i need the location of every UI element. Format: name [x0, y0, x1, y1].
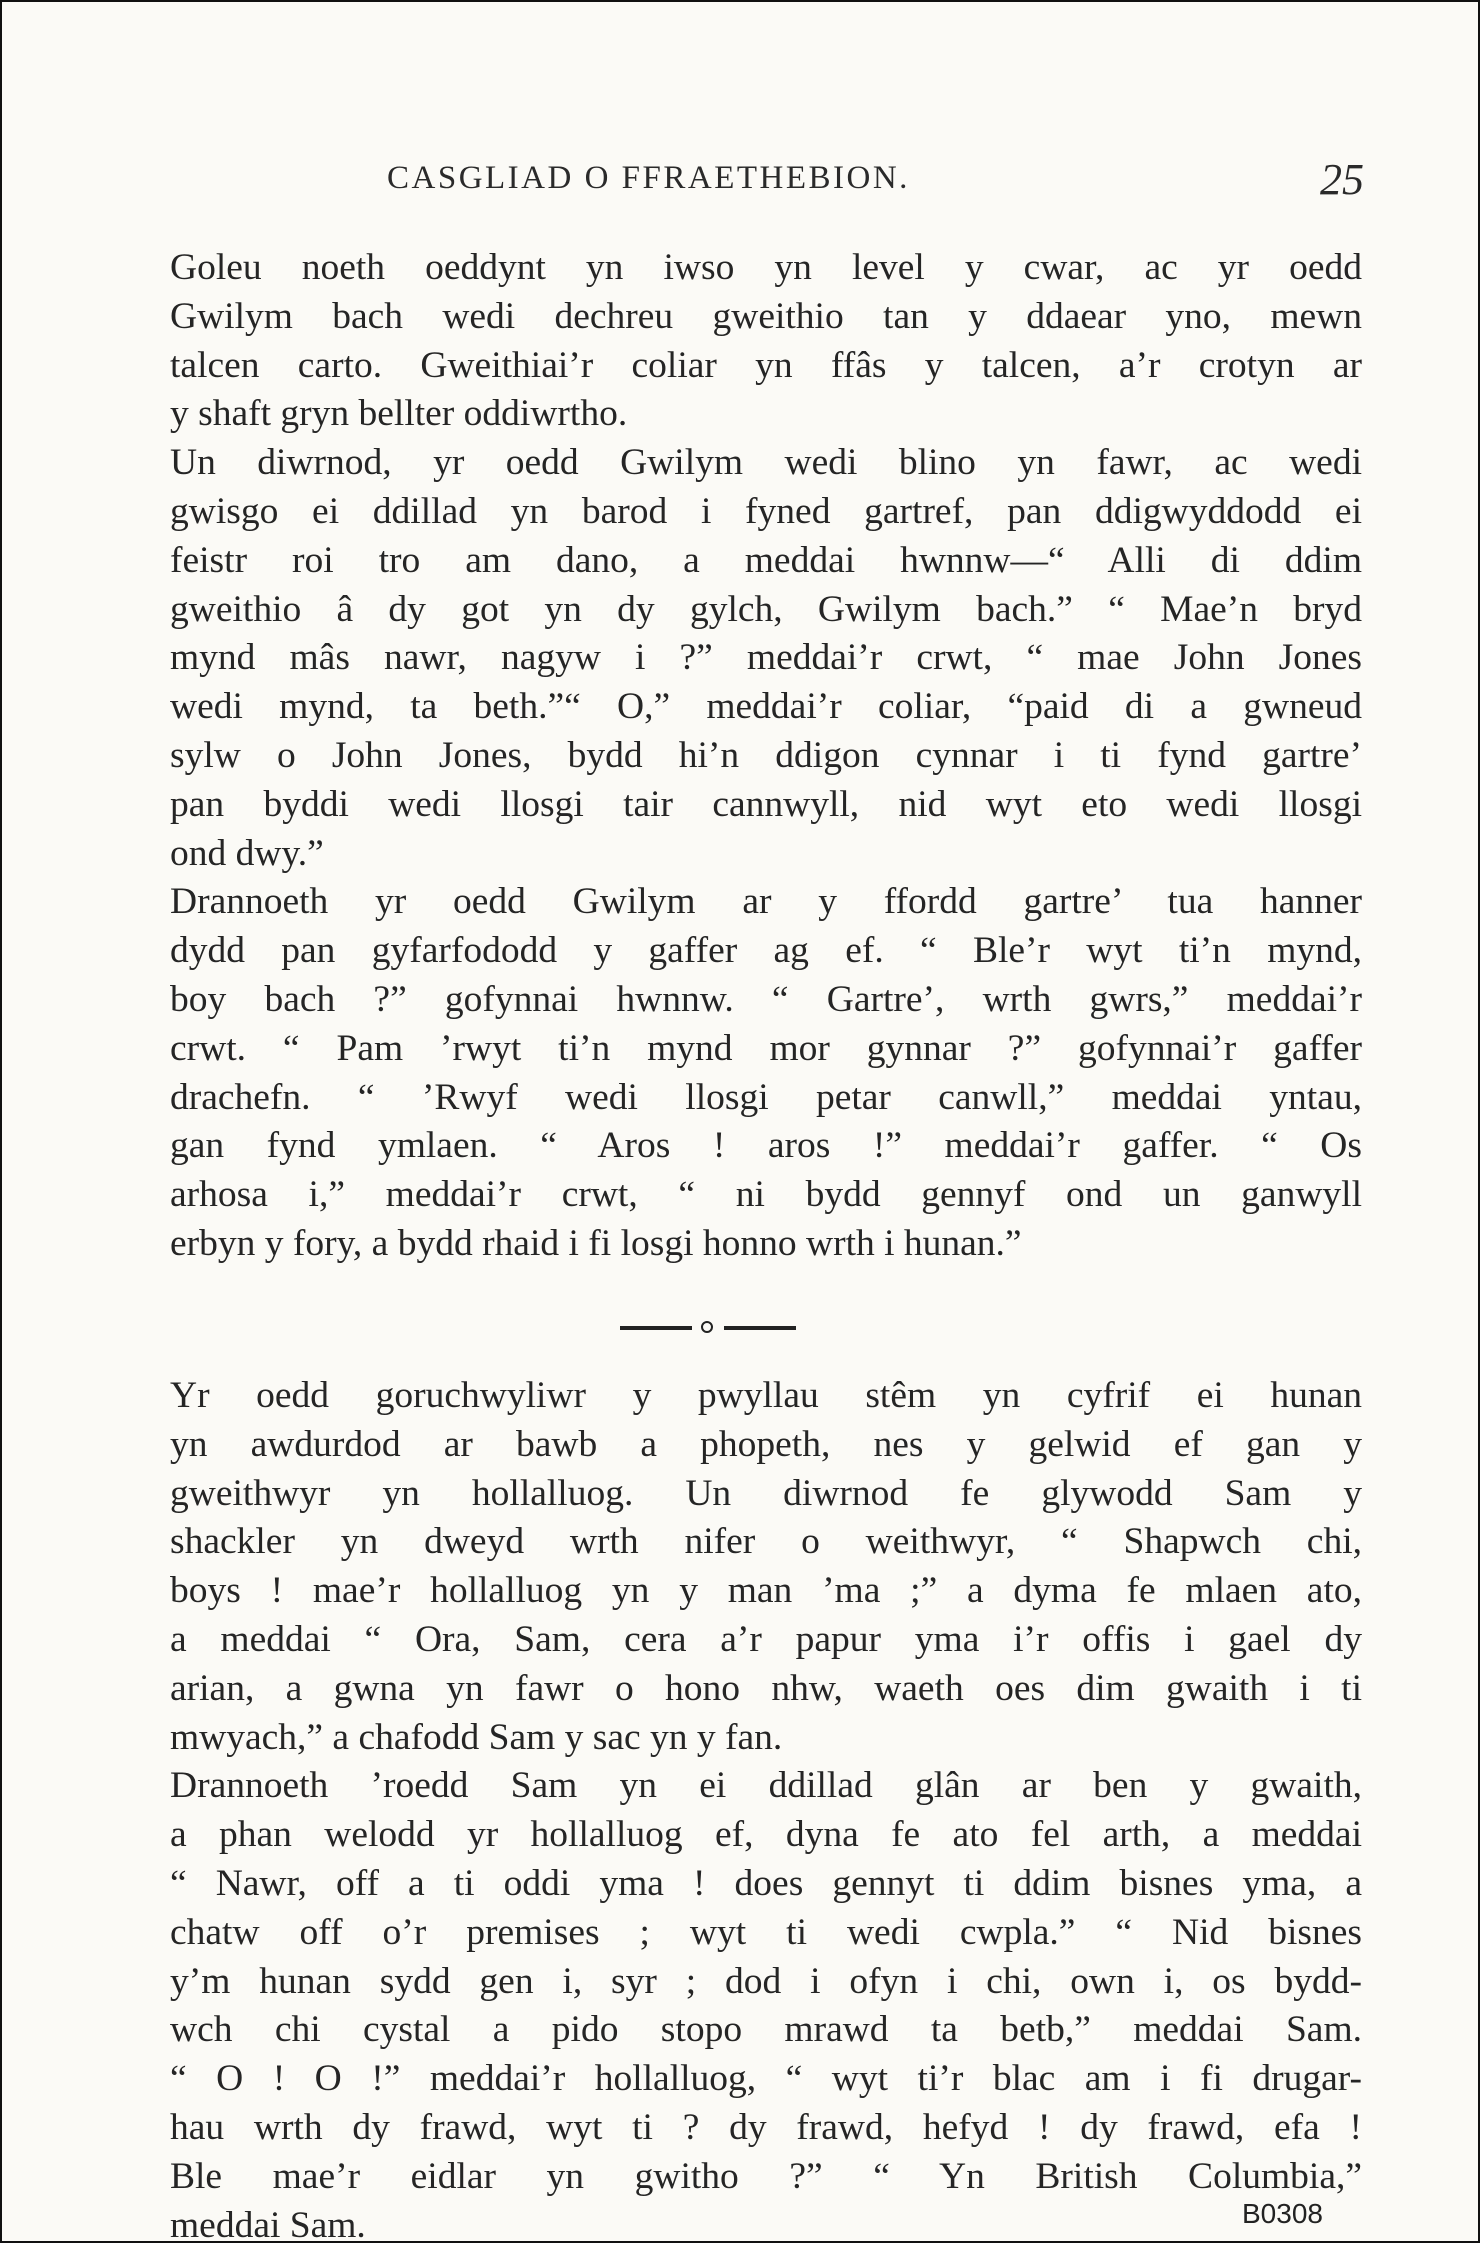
text-line: boys ! mae’r hollalluog yn y man ’ma ;” a dyma fe mlaen ato, — [170, 1570, 1362, 1612]
divider-rule-right — [724, 1326, 796, 1330]
text-line: meddai Sam. — [170, 2204, 366, 2246]
text-line: pan byddi wedi llosgi tair cannwyll, nid wyt eto wedi llosgi — [170, 783, 1362, 825]
text-line: yn awdurdod ar bawb a phopeth, nes y gelwid ef gan y — [170, 1423, 1362, 1465]
story-one — [72, 244, 1362, 1269]
paragraph — [72, 878, 1362, 1268]
text-line: a meddai “ Ora, Sam, cera a’r papur yma i’r offis i gael dy — [170, 1618, 1362, 1660]
text-line: shackler yn dweyd wrth nifer o weithwyr, “ Shapwch chi, — [170, 1521, 1362, 1563]
text-line: talcen carto. Gweithiai’r coliar yn ffâs y talcen, a’r crotyn ar — [170, 344, 1362, 386]
page-number: 25 — [1320, 155, 1364, 204]
text-line: “ Nawr, off a ti oddi yma ! does gennyt ti ddim bisnes yma, a — [170, 1862, 1362, 1904]
text-line: y’m hunan sydd gen i, syr ; dod i ofyn i chi, own i, os bydd- — [170, 1960, 1362, 2002]
text-line: arian, a gwna yn fawr o hono nhw, waeth oes dim gwaith i ti — [170, 1667, 1362, 1709]
text-line: “ O ! O !” meddai’r hollalluog, “ wyt ti’r blac am i fi drugar- — [170, 2058, 1362, 2100]
text-line: Gwilym bach wedi dechreu gweithio tan y ddaear yno, mewn — [170, 295, 1362, 337]
text-line: hau wrth dy frawd, wyt ti ? dy frawd, hefyd ! dy frawd, efa ! — [170, 2106, 1362, 2148]
paragraph — [72, 1372, 1362, 1762]
text-line: mwyach,” a chafodd Sam y sac yn y fan. — [170, 1716, 783, 1758]
text-line: feistr roi tro am dano, a meddai hwnnw—“ Alli di ddim — [170, 539, 1362, 581]
page-header — [2, 154, 1478, 204]
text-line: Yr oedd goruchwyliwr y pwyllau stêm yn cyfrif ei hunan — [170, 1375, 1362, 1416]
story-two — [72, 1372, 1362, 2250]
text-line: chatw off o’r premises ; wyt ti wedi cwpla.” “ Nid bisnes — [170, 1911, 1362, 1953]
text-line: Ble mae’r eidlar yn gwitho ?” “ Yn British Columbia,” — [170, 2155, 1362, 2197]
text-line: arhosa i,” meddai’r crwt, “ ni bydd gennyf ond un ganwyll — [170, 1174, 1362, 1216]
text-line: boy bach ?” gofynnai hwnnw. “ Gartre’, wrth gwrs,” meddai’r — [170, 978, 1362, 1020]
text-line: Drannoeth ’roedd Sam yn ei ddillad glân ar ben y gwaith, — [170, 1765, 1362, 1807]
text-line: Un diwrnod, yr oedd Gwilym wedi blino yn fawr, ac wedi — [170, 442, 1362, 484]
text-line: Goleu noeth oeddynt yn iwso yn level y cwar, ac yr oedd — [170, 247, 1362, 288]
catalog-code: B0308 — [1242, 2198, 1323, 2229]
text-line: wedi mynd, ta beth.”“ O,” meddai’r coliar, “paid di a gwneud — [170, 686, 1362, 728]
text-line: Drannoeth yr oedd Gwilym ar y ffordd gartre’ tua hanner — [170, 881, 1362, 923]
paragraph — [72, 244, 1362, 439]
running-title: CASGLIAD O FFRAETHEBION. — [387, 160, 910, 196]
text-line: y shaft gryn bellter oddiwrtho. — [170, 393, 628, 435]
text-line: drachefn. “ ’Rwyf wedi llosgi petar canwll,” meddai yntau, — [170, 1076, 1362, 1118]
text-line: gwisgo ei ddillad yn barod i fyned gartref, pan ddigwyddodd ei — [170, 490, 1362, 532]
divider-circle-ornament — [701, 1321, 713, 1333]
text-line: ond dwy.” — [170, 832, 324, 874]
text-line: crwt. “ Pam ’rwyt ti’n mynd mor gynnar ?” gofynnai’r gaffer — [170, 1027, 1362, 1069]
divider-rule-left — [620, 1326, 692, 1330]
paragraph — [72, 1762, 1362, 2250]
text-line: dydd pan gyfarfododd y gaffer ag ef. “ Ble’r wyt ti’n mynd, — [170, 930, 1362, 972]
section-divider — [620, 1317, 796, 1337]
text-line: erbyn y fory, a bydd rhaid i fi losgi honno wrth i hunan.” — [170, 1222, 1022, 1264]
text-line: gweithwyr yn hollalluog. Un diwrnod fe glywodd Sam y — [170, 1472, 1362, 1514]
text-line: gan fynd ymlaen. “ Aros ! aros !” meddai’r gaffer. “ Os — [170, 1125, 1362, 1167]
paragraph — [72, 439, 1362, 878]
text-line: sylw o John Jones, bydd hi’n ddigon cynnar i ti fynd gartre’ — [170, 734, 1362, 776]
text-line: wch chi cystal a pido stopo mrawd ta betb,” meddai Sam. — [170, 2009, 1362, 2051]
text-line: a phan welodd yr hollalluog ef, dyna fe ato fel arth, a meddai — [170, 1814, 1362, 1856]
text-line: gweithio â dy got yn dy gylch, Gwilym bach.” “ Mae’n bryd — [170, 588, 1362, 630]
text-line: mynd mâs nawr, nagyw i ?” meddai’r crwt, “ mae John Jones — [170, 637, 1362, 679]
